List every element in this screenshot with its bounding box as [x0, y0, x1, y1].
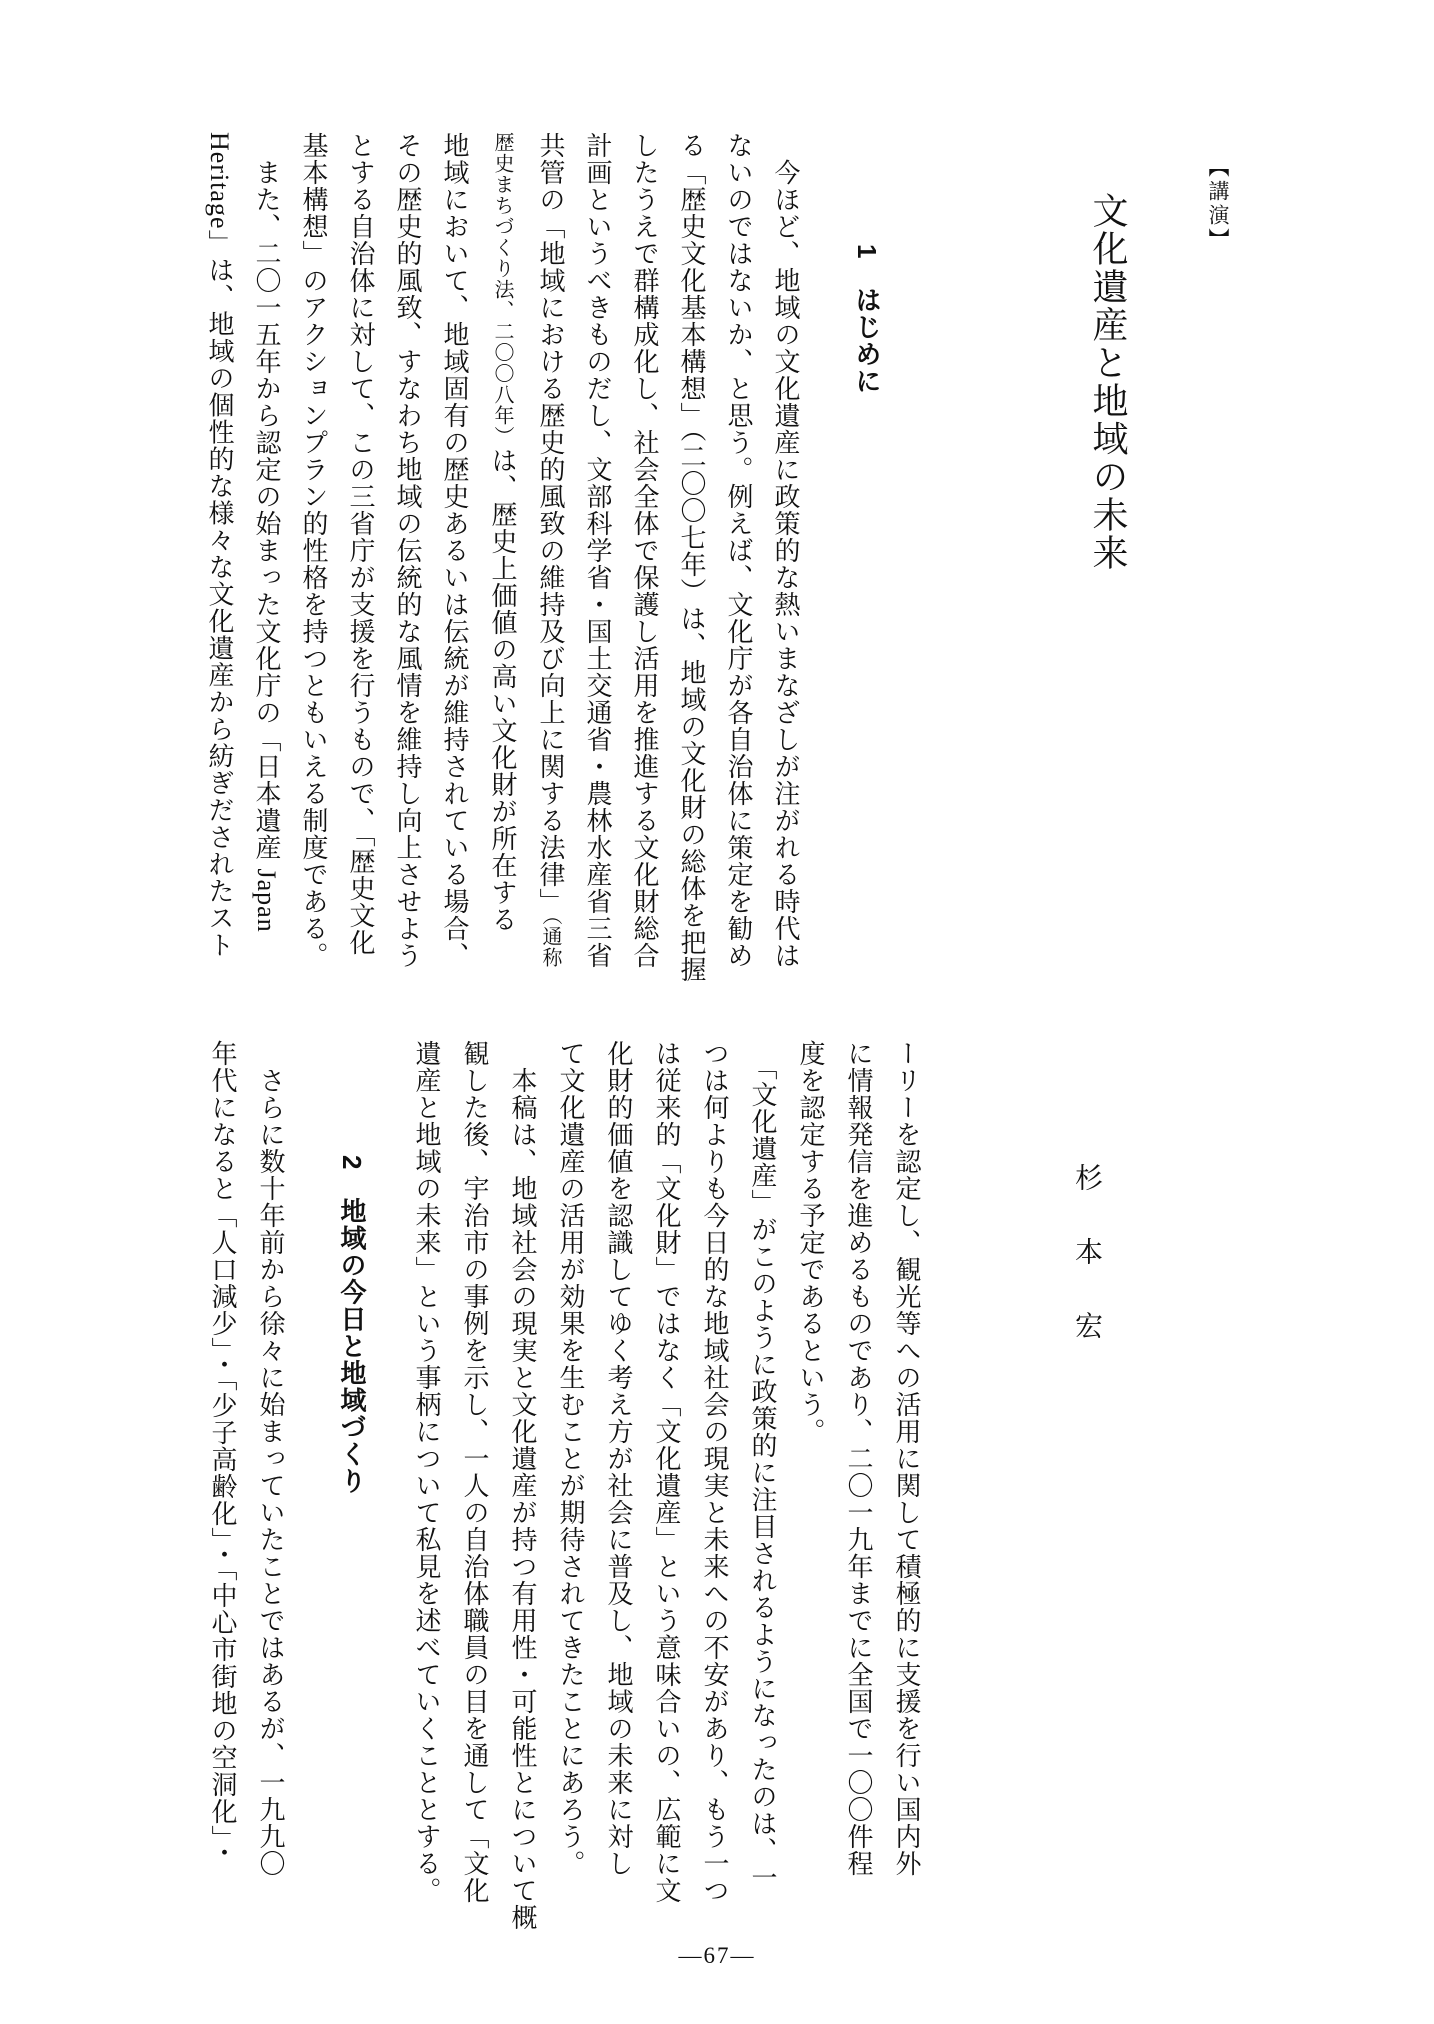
text-line: 化財的価値を認識してゆく考え方が社会に普及し、地域の未来に対し — [604, 1040, 633, 1877]
text-line — [478, 132, 526, 1017]
section-2-heading: 2 地域の今日と地域づくり — [337, 1155, 367, 1495]
text-line: その歴史的風致、すなわち地域の伝統的な風情を維持し向上させよう — [393, 132, 422, 969]
text-line: に情報発信を進めるものであり、二〇一九年までに全国で一〇〇件程 — [844, 1040, 873, 1877]
text-line: Heritage」は、地域の個性的な様々な文化遺産から紡ぎだされたスト — [205, 132, 234, 959]
text-line: は従来的「文化財」ではなく「文化遺産」という意味合いの、広範に文 — [652, 1040, 681, 1904]
text-line: ないのではないか、と思う。例えば、文化庁が各自治体に策定を勧め — [724, 132, 753, 969]
text-line: 観した後、宇治市の事例を示し、一人の自治体職員の目を通して「文化 — [460, 1040, 489, 1904]
page-number: ―67― — [678, 1943, 756, 1968]
text-line: また、二〇一五年から認定の始まった文化庁の「日本遺産 Japan — [252, 132, 281, 933]
section-intro — [196, 132, 890, 1017]
text-line: 年代になると「人口減少」・「少子高齢化」・「中心市街地の空洞化」・ — [208, 1040, 237, 1866]
section-region-today — [198, 1040, 930, 1935]
text-line: 基本構想」のアクションプラン的性格を持つともいえる制度である。 — [299, 132, 328, 969]
text-line: つは何よりも今日的な地域社会の現実と未来への不安があり、もう一つ — [700, 1040, 729, 1904]
text-line: ーリーを認定し、観光等への活用に関して積極的に支援を行い国内外 — [892, 1040, 921, 1877]
text-line: 「文化遺産」がこのように政策的に注目されるようになったのは、一 — [748, 1040, 777, 1891]
text-segment-small: （通称 — [539, 915, 561, 968]
text-line: て文化遺産の活用が効果を生むことが期待されてきたことにあろう。 — [556, 1040, 585, 1877]
text-segment-small: 歴史まちづくり法、二〇〇八年） — [491, 132, 513, 447]
text-segment: 共管の「地域における歴史的風致の維持及び向上に関する法律」 — [536, 132, 565, 915]
text-line: したうえで群構成化し、社会全体で保護し活用を推進する文化財総合 — [630, 132, 659, 969]
text-line: 遺産と地域の未来」という事柄について私見を述べていくこととする。 — [412, 1040, 441, 1904]
text-line: 地域において、地域固有の歴史あるいは伝統が維持されている場合、 — [440, 132, 469, 969]
author-name: 杉 本 宏 — [1071, 1163, 1102, 1348]
text-line: 本稿は、地域社会の現実と文化遺産が持つ有用性・可能性とについて概 — [508, 1040, 537, 1931]
page-title: 文化遺産と地域の未来 — [1088, 192, 1128, 572]
text-line — [526, 132, 574, 1017]
category-label: 【講演】 — [1206, 156, 1230, 252]
text-line: さらに数十年前から徐々に始まっていたことではあるが、一九九〇 — [256, 1040, 285, 1877]
text-line: 計画というべきものだし、文部科学省・国土交通省・農林水産省三省 — [583, 132, 612, 969]
text-line: 度を認定する予定であるという。 — [796, 1040, 825, 1445]
text-line: 今ほど、地域の文化遺産に政策的な熱いまなざしが注がれる時代は — [771, 132, 800, 969]
text-line: とする自治体に対して、この三省庁が支援を行うもので、「歴史文化 — [346, 132, 375, 956]
section-1-heading: 1 はじめに — [852, 244, 882, 395]
text-segment: は、歴史上価値の高い文化財が所在する — [488, 447, 517, 933]
text-line: る「歴史文化基本構想」（二〇〇七年）は、地域の文化財の総体を把握 — [677, 132, 706, 983]
